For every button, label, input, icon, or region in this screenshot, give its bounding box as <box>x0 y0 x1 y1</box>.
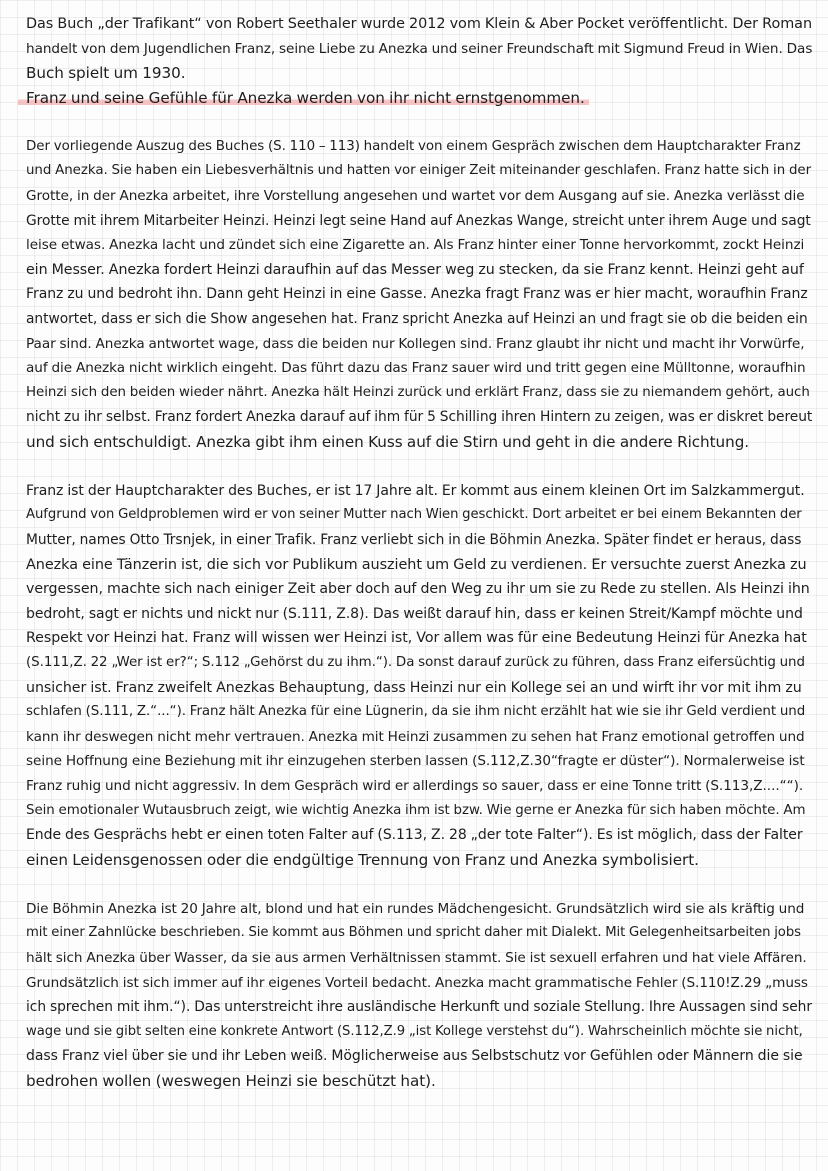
document-page <box>26 12 812 1094</box>
text-line: mit einer Zahnlücke beschrieben. Sie kommt aus Böhmen und spricht daher mit Dialekt. Mit Gelegenheitsarbeiten jobs <box>26 925 801 941</box>
text-line: bedrohen wollen (weswegen Heinzi sie beschützt hat). <box>26 1071 436 1090</box>
text-line: kann ihr deswegen nicht mehr vertrauen. Anezka mit Heinzi zusammen zu sehen hat Franz emotional getroffen und <box>26 728 805 745</box>
text-line: Respekt vor Heinzi hat. Franz will wissen wer Heinzi ist, Vor allem was für eine Bedeutung Heinzi für Anezka hat <box>26 630 807 647</box>
text-line: Mutter, names Otto Trsnjek, in einer Trafik. Franz verliebt sich in die Böhmin Anezka. Später findet er heraus, dass <box>26 532 802 549</box>
text-line: Franz zu und bedroht ihn. Dann geht Heinzi in eine Gasse. Anezka fragt Franz was er hier macht, woraufhin Franz <box>26 286 808 303</box>
text-line: und sich entschuldigt. Anezka gibt ihm einen Kuss auf die Stirn und geht in die andere Richtung. <box>26 432 750 451</box>
paragraph-anezka-characterization <box>26 897 812 1094</box>
paragraph-introduction <box>26 12 812 110</box>
text-line: dass Franz viel über sie und ihr Leben weiß. Möglicherweise aus Selbstschutz vor Gefühlen oder Männern die sie <box>26 1048 803 1065</box>
text-line: auf die Anezka nicht wirklich eingeht. Das führt dazu das Franz sauer wird und tritt gegen eine Mülltonne, woraufhin <box>26 360 806 377</box>
paragraph-summary <box>26 135 812 455</box>
text-line: schlafen (S.111, Z.“...“). Franz hält Anezka für eine Lügnerin, da sie ihm nicht erzählt hat wie sie ihr Geld verdient und <box>26 704 806 720</box>
text-line: einen Leidensgenossen oder die endgültige Trennung von Franz und Anezka symbolisiert. <box>26 850 699 869</box>
highlighted-thesis: Franz und seine Gefühle für Anezka werden von ihr nicht ernstgenommen. <box>18 89 589 107</box>
text-line: handelt von dem Jugendlichen Franz, seine Liebe zu Anezka und seiner Freundschaft mit Sigmund Freud in Wien. Das <box>26 40 813 57</box>
text-line: (S.111,Z. 22 „Wer ist er?“; S.112 „Gehörst du zu ihm.“). Da sonst darauf zurück zu führen, dass Franz eifersüchtig und <box>26 655 805 671</box>
text-line: Buch spielt um 1930. <box>26 64 186 83</box>
text-line: Anezka eine Tänzerin ist, die sich vor Publikum auszieht um Geld zu verdienen. Er versuchte zuerst Anezka zu <box>26 556 807 573</box>
text-line: vergessen, machte sich nach einiger Zeit aber doch auf den Weg zu ihr um sie zu Rede zu stellen. Als Heinzi ihn <box>26 581 810 598</box>
text-line: Aufgrund von Geldproblemen wird er von seiner Mutter nach Wien geschickt. Dort arbeitet er bei einem Bekannten der <box>26 507 802 523</box>
text-line: ein Messer. Anezka fordert Heinzi daraufhin auf das Messer weg zu stecken, da sie Franz kennt. Heinzi geht auf <box>26 261 804 278</box>
text-line: Grundsätzlich ist sich immer auf ihr eigenes Vorteil bedacht. Anezka macht grammatische Fehler (S.110!Z.29 „muss <box>26 974 808 991</box>
text-line: ich sprechen mit ihm.“). Das unterstreicht ihre ausländische Herkunft und soziale Stellung. Ihre Aussagen sind sehr <box>26 999 812 1016</box>
text-line: Grotte, in der Anezka arbeitet, ihre Vorstellung angesehen und wartet vor dem Ausgang auf sie. Anezka verlässt die <box>26 187 805 204</box>
text-line: Heinzi sich den beiden wieder nährt. Anezka hält Heinzi zurück und erklärt Franz, dass sie zu niemandem gehört, auch <box>26 384 810 400</box>
highlighted-thesis-line <box>26 86 812 111</box>
text-line: Grotte mit ihrem Mitarbeiter Heinzi. Heinzi legt seine Hand auf Anezkas Wange, streicht unter ihrem Auge und sagt <box>26 212 811 229</box>
text-line: bedroht, sagt er nichts und nickt nur (S.111, Z.8). Das weißt darauf hin, dass er keinen Streit/Kampf möchte und <box>26 605 803 622</box>
text-line: Franz ist der Hauptcharakter des Buches, er ist 17 Jahre alt. Er kommt aus einem kleinen Ort im Salzkammergut. <box>26 482 805 499</box>
text-line: Franz ruhig und nicht aggressiv. In dem Gespräch wird er allerdings so sauer, dass er eine Tonne tritt (S.113,Z....““). <box>26 778 804 794</box>
text-line: Sein emotionaler Wutausbruch zeigt, wie wichtig Anezka ihm ist bzw. Wie gerne er Anezka für sich haben möchte. Am <box>26 802 806 818</box>
text-line: Paar sind. Anezka antwortet wage, dass die beiden nur Kollegen sind. Franz glaubt ihr nicht und macht ihr Vorwürfe, <box>26 335 805 352</box>
paragraph-franz-characterization <box>26 479 812 873</box>
text-line: Das Buch „der Trafikant“ von Robert Seethaler wurde 2012 vom Klein & Aber Pocket veröffentlicht. Der Roman <box>26 16 813 32</box>
text-line: hält sich Anezka über Wasser, da sie aus armen Verhältnissen stammt. Sie ist sexuell erfahren und hat viele Affären. <box>26 949 807 966</box>
text-line: wage und sie gibt selten eine konkrete Antwort (S.112,Z.9 „ist Kollege verstehst du“). Wahrscheinlich möchte sie nicht, <box>26 1023 803 1039</box>
text-line: Die Böhmin Anezka ist 20 Jahre alt, blond und hat ein rundes Mädchengesicht. Grundsätzlich wird sie als kräftig und <box>26 900 805 917</box>
text-line: unsicher ist. Franz zweifelt Anezkas Behauptung, dass Heinzi nur ein Kollege sei an und wirft ihr vor mit ihm zu <box>26 679 802 696</box>
text-line: seine Hoffnung eine Beziehung mit ihr einzugehen sterben lassen (S.112,Z.30“fragte er düster“). Normalerweise ist <box>26 753 805 770</box>
text-line: und Anezka. Sie haben ein Liebesverhältnis und hatten vor einiger Zeit miteinander geschlafen. Franz hatte sich in der <box>26 163 812 179</box>
text-line: antwortet, dass er sich die Show angesehen hat. Franz spricht Anezka auf Heinzi an und fragt sie ob die beiden ein <box>26 310 808 327</box>
text-line: nicht zu ihr selbst. Franz fordert Anezka darauf auf ihm für 5 Schilling ihren Hintern zu zeigen, was er diskret bereut <box>26 409 813 426</box>
text-line: Der vorliegende Auszug des Buches (S. 110 – 113) handelt von einem Gespräch zwischen dem Hauptcharakter Franz <box>26 138 801 154</box>
text-line: Ende des Gesprächs hebt er einen toten Falter auf (S.113, Z. 28 „der tote Falter“). Es ist möglich, dass der Falter <box>26 827 803 844</box>
text-line: leise etwas. Anezka lacht und zündet sich eine Zigarette an. Als Franz hinter einer Tonne hervorkommt, zockt Heinzi <box>26 237 805 254</box>
